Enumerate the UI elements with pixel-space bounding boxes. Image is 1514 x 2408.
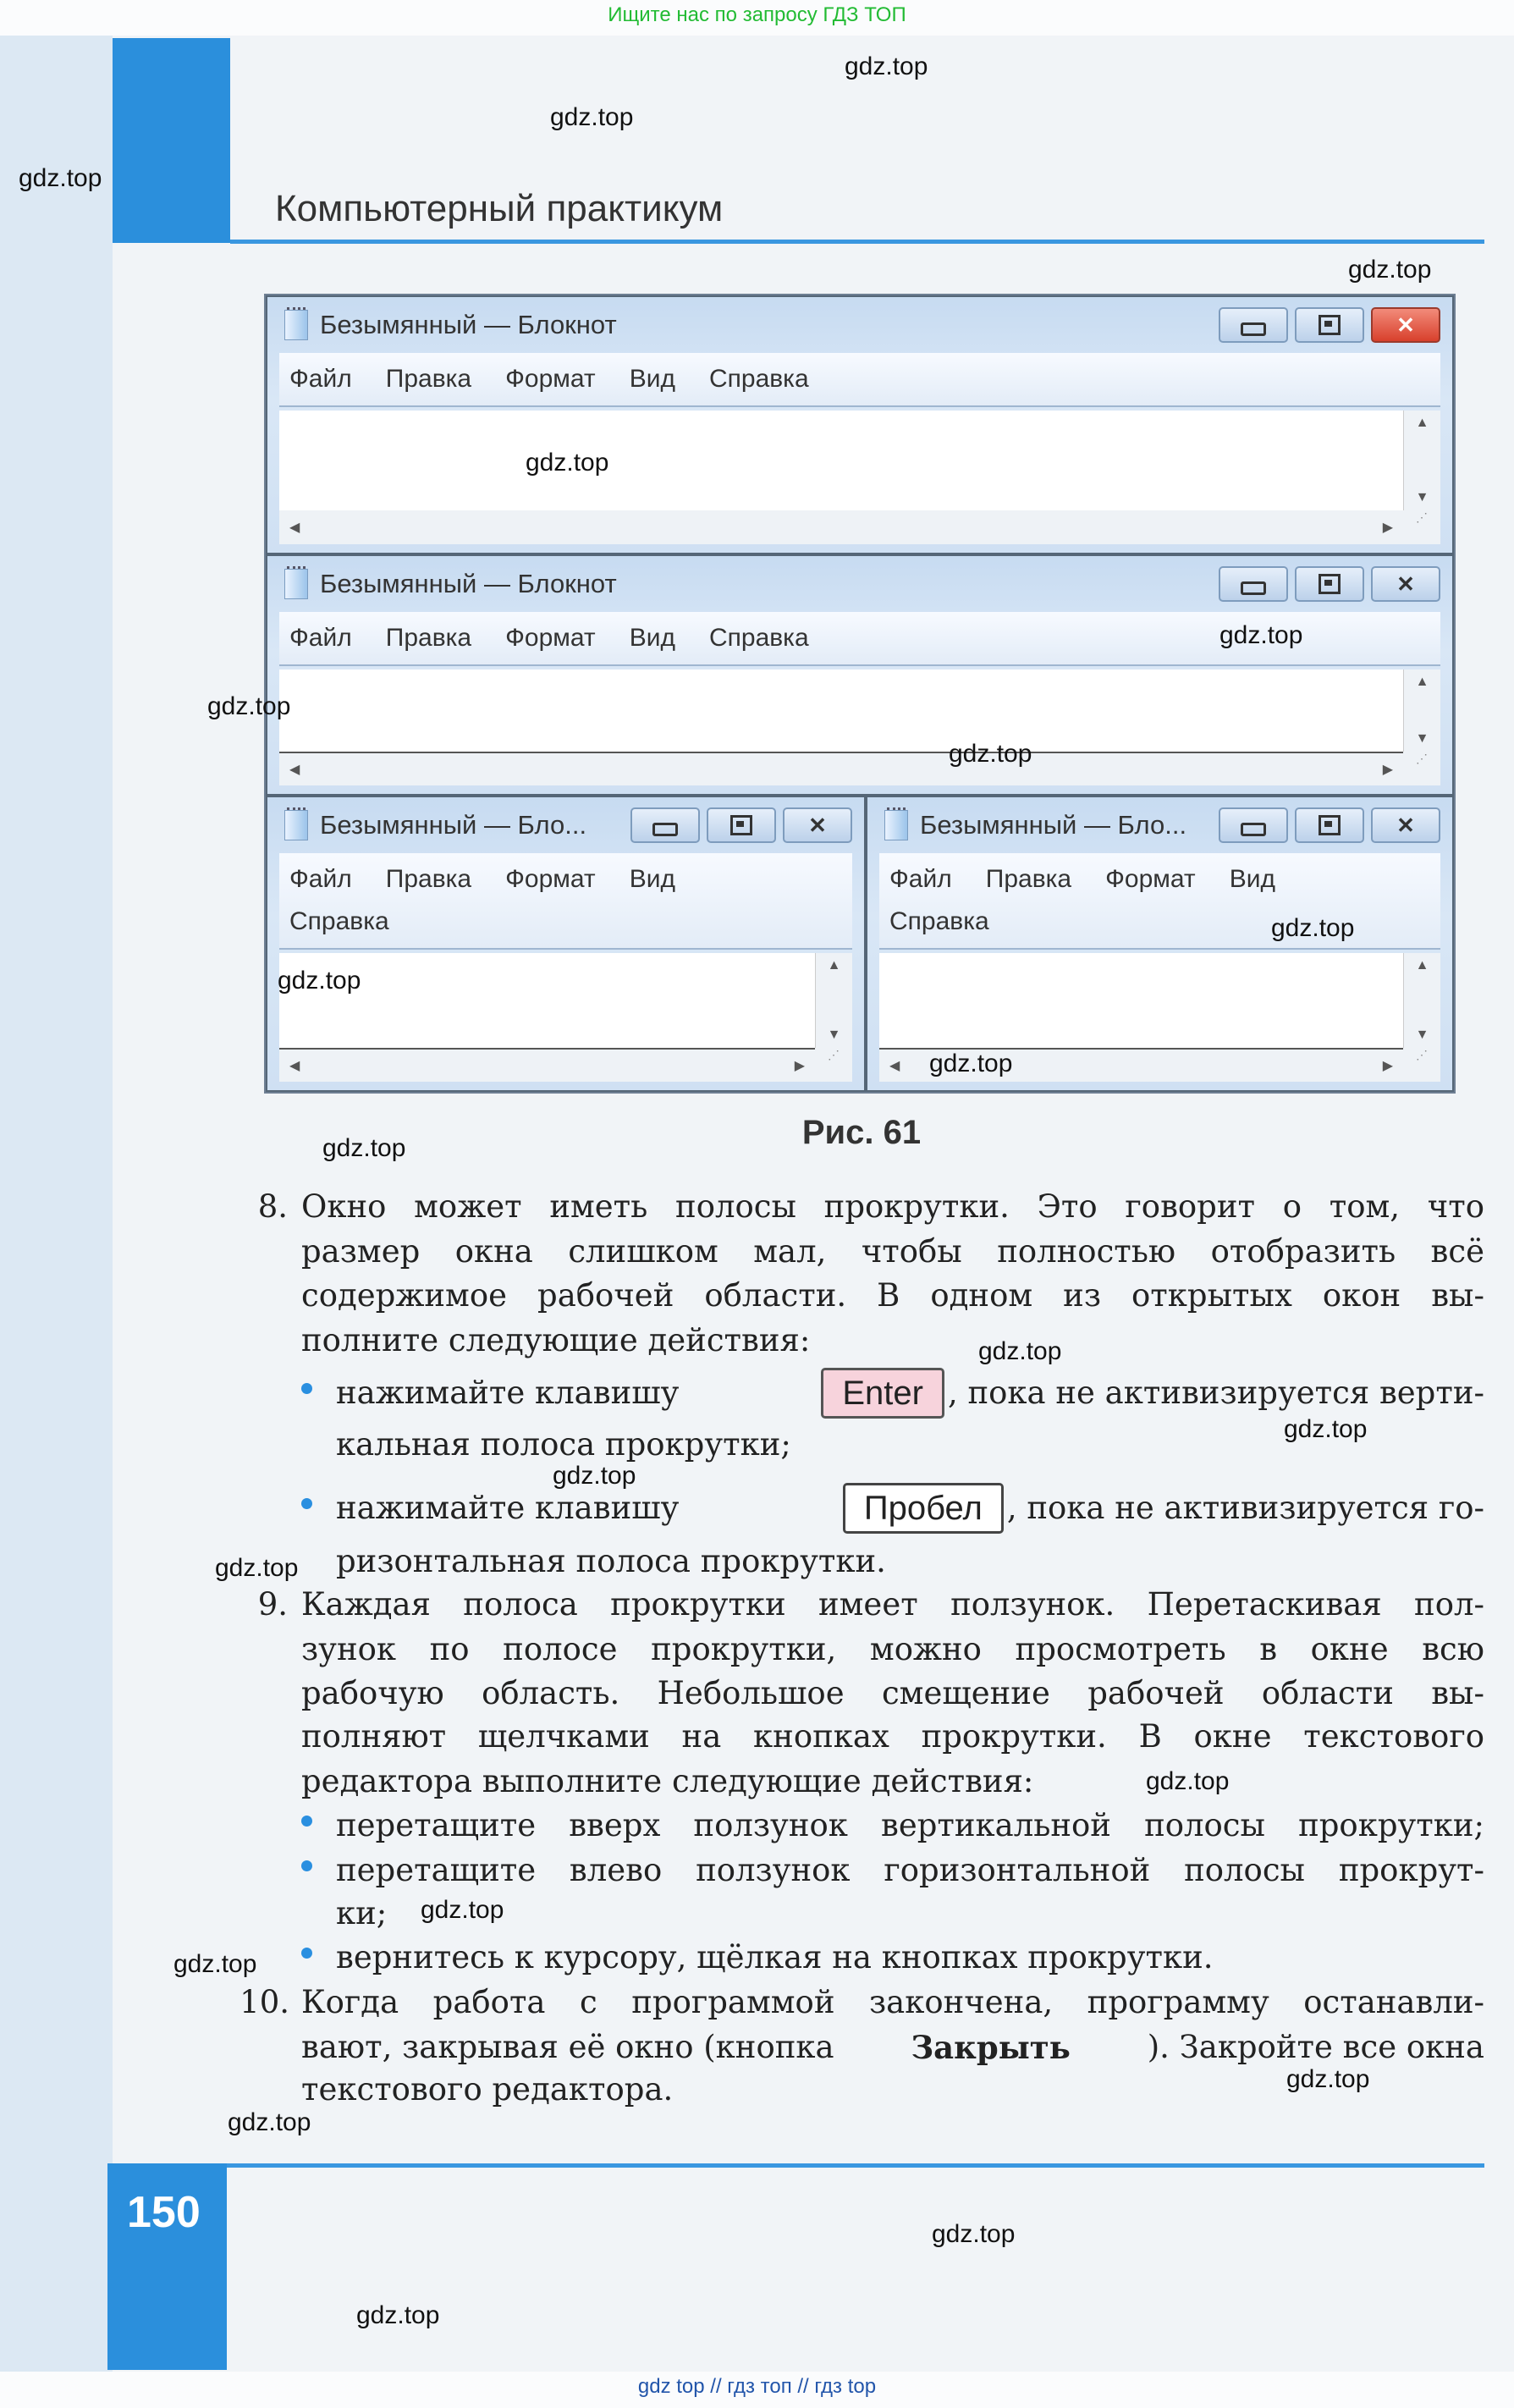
scroll-left-icon[interactable]: ◀ [289,521,300,535]
text-segment: вают, закрывая её окно (кнопка [301,2029,834,2065]
client-area [279,953,852,1082]
close-button[interactable]: ✕ [1371,566,1440,602]
window-title: Безымянный — Блокнот [320,310,617,339]
section-title: Компьютерный практикум [275,188,724,229]
title-bar[interactable] [279,556,1440,612]
notepad-window-3 [266,796,866,1092]
title-bar[interactable] [879,797,1440,853]
vertical-scrollbar[interactable] [1403,411,1440,510]
item-number-9: 9. [257,1586,288,1623]
watermark: gdz.top [173,1950,257,1978]
maximize-icon [1319,815,1341,835]
scroll-right-icon[interactable]: ▶ [1382,521,1393,535]
text-line: кальная полоса прокрутки; [336,1426,791,1463]
scroll-up-icon[interactable]: ▲ [1415,416,1429,430]
text-line: содержимое рабочей области. В одном из открытых окон вы- [301,1277,1484,1314]
text-line [336,1371,1484,1415]
client-area [279,411,1440,544]
text-line: редактора выполните следующие действия: [301,1763,1034,1799]
watermark: gdz.top [978,1337,1062,1365]
text-line: размер окна слишком мал, чтобы полностью отобразить всё [301,1233,1484,1270]
scroll-down-icon[interactable]: ▼ [1415,731,1429,746]
watermark: gdz.top [322,1134,406,1162]
maximize-button[interactable] [707,807,776,843]
resize-grip-icon[interactable]: ⋰ [815,1048,852,1082]
menu-view[interactable]: Вид [629,865,675,893]
header-tab [113,38,230,243]
text-line: Когда работа с программой закончена, программу останавли- [301,1984,1484,2020]
menu-format[interactable]: Формат [505,865,596,893]
notepad-window-1 [266,295,1454,554]
bullet-icon [301,1948,312,1959]
menu-bar [279,853,852,950]
watermark: gdz.top [215,1554,299,1582]
menu-view[interactable]: Вид [629,624,675,652]
menu-edit[interactable]: Правка [985,865,1072,893]
menu-file[interactable]: Файл [889,865,952,893]
scroll-right-icon[interactable]: ▶ [1382,1059,1393,1073]
title-bar[interactable] [279,797,852,853]
menu-help[interactable]: Справка [708,365,809,393]
watermark: gdz.top [845,52,928,80]
bottom-note[interactable]: gdz top // гдз топ // гдз top [637,2375,877,2398]
menu-format[interactable]: Формат [1105,865,1196,893]
bullet-icon [301,1816,312,1827]
menu-file[interactable]: Файл [289,365,352,393]
bullet-icon [301,1383,312,1394]
watermark: gdz.top [228,2108,311,2136]
text-segment: , пока не активизируется го- [1006,1490,1484,1526]
bullet-icon [301,1498,312,1509]
menu-file[interactable]: Файл [289,865,352,893]
minimize-button[interactable] [1219,566,1288,602]
menu-edit[interactable]: Правка [385,624,472,652]
close-button[interactable]: ✕ [783,807,852,843]
title-bar[interactable] [279,297,1440,353]
minimize-button[interactable] [1219,307,1288,343]
text-area[interactable] [279,411,1403,510]
vertical-scrollbar[interactable] [1403,670,1440,752]
notepad-icon [284,810,308,840]
scroll-left-icon[interactable]: ◀ [289,1059,300,1073]
item-number-8: 8. [257,1188,288,1225]
menu-bar [279,353,1440,407]
menu-format[interactable]: Формат [505,624,596,652]
text-segment: ). Закройте все окна [1147,2029,1484,2065]
text-line: ризонтальная полоса прокрутки. [336,1543,886,1579]
maximize-icon [1319,574,1341,594]
watermark: gdz.top [278,967,361,995]
resize-grip-icon[interactable]: ⋰ [1403,752,1440,785]
menu-help[interactable]: Справка [708,624,809,652]
scroll-up-icon[interactable]: ▲ [1415,675,1429,689]
minimize-button[interactable] [630,807,700,843]
text-line: Каждая полоса прокрутки имеет ползунок. Перетаскивая пол- [301,1586,1484,1623]
minimize-icon [1241,823,1266,836]
text-line [336,1486,1484,1530]
text-segment: нажимайте клавишу [336,1375,680,1411]
window-title: Безымянный — Бло... [920,810,1187,840]
menu-help[interactable]: Справка [889,907,989,935]
watermark: gdz.top [421,1896,504,1924]
watermark: gdz.top [1286,2065,1370,2093]
close-button[interactable]: ✕ [1371,807,1440,843]
watermark: gdz.top [553,1462,636,1490]
item-number-10: 10. [239,1984,289,2020]
footer-rule [227,2163,1484,2168]
text-line: Окно может иметь полосы прокрутки. Это говорит о том, что [301,1188,1484,1225]
scroll-left-icon[interactable]: ◀ [289,763,300,777]
watermark: gdz.top [207,692,291,720]
horizontal-scrollbar[interactable] [279,510,1403,544]
scroll-up-icon[interactable]: ▲ [827,958,841,973]
maximize-button[interactable] [1295,566,1364,602]
watermark: gdz.top [949,740,1032,768]
watermark: gdz.top [932,2220,1016,2248]
watermark: gdz.top [1284,1415,1368,1443]
header-rule [230,240,1484,244]
text-segment: , пока не активизируется верти- [947,1375,1484,1411]
text-line: полните следующие действия: [301,1322,811,1358]
maximize-button[interactable] [1295,807,1364,843]
top-note[interactable]: Ищите нас по запросу ГДЗ ТОП [608,3,906,26]
text-line: перетащите вверх ползунок вертикальной полосы прокрутки; [336,1807,1484,1843]
minimize-icon [1241,581,1266,595]
scroll-down-icon[interactable]: ▼ [1415,490,1429,504]
notepad-window-2 [266,554,1454,796]
close-button-name: Закрыть [911,2029,1071,2066]
scroll-up-icon[interactable]: ▲ [1415,958,1429,973]
text-area[interactable] [279,670,1403,752]
menu-format[interactable]: Формат [505,365,596,393]
bullet-icon [301,1860,312,1871]
text-segment: нажимайте клавишу [336,1490,680,1526]
notepad-window-4 [866,796,1454,1092]
scroll-right-icon[interactable]: ▶ [794,1059,805,1073]
vertical-scrollbar[interactable] [1403,953,1440,1048]
window-title: Безымянный — Бло... [320,810,587,840]
menu-file[interactable]: Файл [289,624,352,652]
menu-edit[interactable]: Правка [385,865,472,893]
scroll-down-icon[interactable]: ▼ [827,1028,841,1042]
page-number: 150 [127,2188,201,2237]
watermark: gdz.top [1219,621,1303,649]
text-line [301,2025,1484,2069]
page-margin [0,36,113,2372]
horizontal-scrollbar[interactable] [279,1048,815,1082]
minimize-button[interactable] [1219,807,1288,843]
vertical-scrollbar[interactable] [815,953,852,1048]
text-line: ки; [336,1895,388,1931]
watermark: gdz.top [929,1050,1013,1077]
notepad-icon [884,810,908,840]
watermark: gdz.top [19,164,102,192]
figure-61 [264,294,1456,1094]
scroll-down-icon[interactable]: ▼ [1415,1028,1429,1042]
notepad-icon [284,310,308,340]
scroll-right-icon[interactable]: ▶ [1382,763,1393,777]
enter-key: Enter [821,1368,944,1419]
text-line: текстового редактора. [301,2071,674,2108]
text-area[interactable] [879,953,1403,1048]
minimize-icon [1241,322,1266,336]
scroll-left-icon[interactable]: ◀ [889,1059,900,1073]
close-button[interactable]: ✕ [1371,307,1440,343]
minimize-icon [652,823,678,836]
menu-view[interactable]: Вид [1229,865,1275,893]
maximize-icon [1319,315,1341,335]
client-area [279,670,1440,785]
resize-grip-icon[interactable]: ⋰ [1403,1048,1440,1082]
menu-view[interactable]: Вид [629,365,675,393]
maximize-icon [730,815,752,835]
text-line: рабочую область. Небольшое смещение рабочей области вы- [301,1675,1484,1711]
window-title: Безымянный — Блокнот [320,569,617,598]
menu-bar [879,853,1440,950]
menu-help[interactable]: Справка [289,907,389,935]
space-key: Пробел [843,1483,1004,1534]
watermark: gdz.top [1348,256,1432,284]
watermark: gdz.top [550,103,634,131]
text-line: перетащите влево ползунок горизонтальной полосы прокрут- [336,1852,1484,1888]
figure-caption: Рис. 61 [801,1114,922,1151]
watermark: gdz.top [356,2301,440,2329]
watermark: gdz.top [526,449,609,477]
watermark: gdz.top [1146,1767,1230,1795]
notepad-icon [284,569,308,599]
menu-edit[interactable]: Правка [385,365,472,393]
maximize-button[interactable] [1295,307,1364,343]
resize-grip-icon[interactable]: ⋰ [1403,510,1440,544]
text-line: вернитесь к курсору, щёлкая на кнопках прокрутки. [336,1939,1214,1975]
horizontal-scrollbar[interactable] [279,752,1403,785]
watermark: gdz.top [1271,914,1355,942]
text-line: полняют щелчками на кнопках прокрутки. В окне текстового [301,1718,1484,1755]
text-line: зунок по полосе прокрутки, можно просмотреть в окне всю [301,1631,1484,1667]
